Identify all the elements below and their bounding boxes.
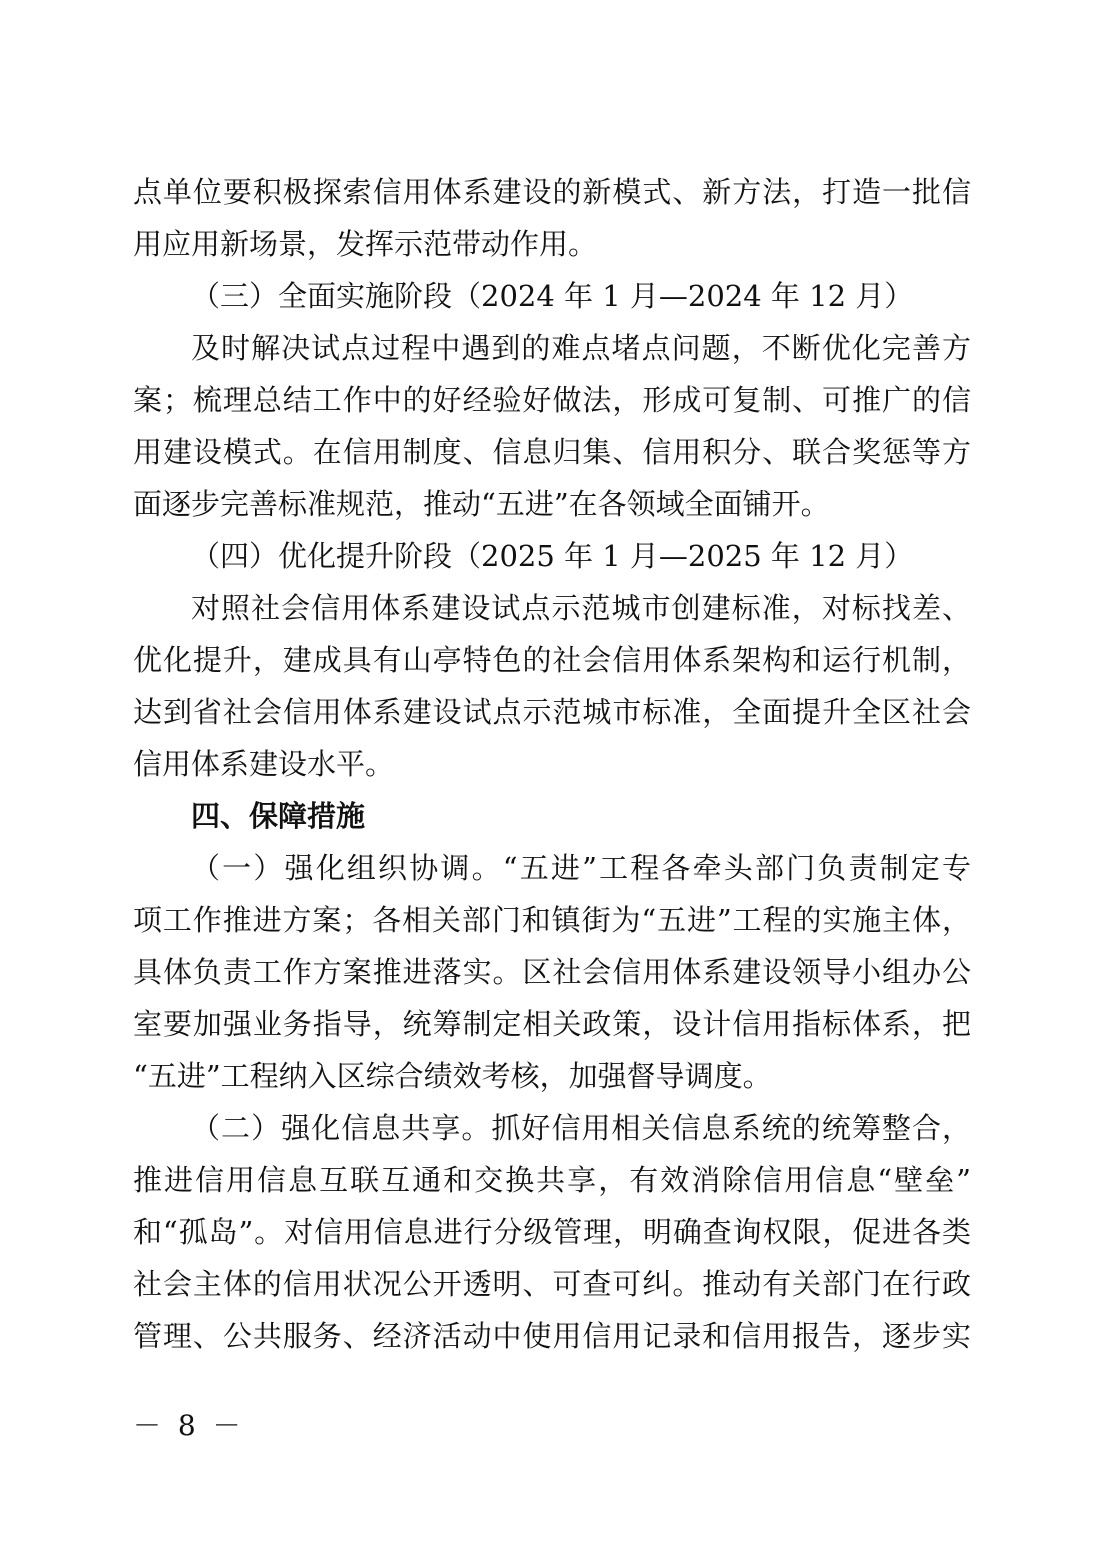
section-heading-phase-3: （三）全面实施阶段（2024 年 1 月—2024 年 12 月） <box>191 279 914 313</box>
paragraph-line: 和“孤岛”。对信用信息进行分级管理，明确查询权限，促进各类 <box>133 1215 971 1249</box>
page-number: － 8 － <box>133 1409 245 1442</box>
paragraph-line: 面逐步完善标准规范，推动“五进”在各领域全面铺开。 <box>133 487 830 521</box>
paragraph-line: 室要加强业务指导，统筹制定相关政策，设计信用指标体系，把 <box>133 1007 971 1041</box>
paragraph-line: 优化提升，建成具有山亭特色的社会信用体系架构和运行机制， <box>133 643 971 677</box>
paragraph-line: 案；梳理总结工作中的好经验好做法，形成可复制、可推广的信 <box>133 383 971 417</box>
paragraph-line: 具体负责工作方案推进落实。区社会信用体系建设领导小组办公 <box>133 955 971 989</box>
document-body <box>133 166 971 1362</box>
paragraph-line: （二）强化信息共享。抓好信用相关信息系统的统筹整合， <box>191 1111 971 1145</box>
paragraph-line: 社会主体的信用状况公开透明、可查可纠。推动有关部门在行政 <box>133 1267 971 1301</box>
paragraph-line: 推进信用信息互联互通和交换共享，有效消除信用信息“壁垒” <box>133 1163 971 1197</box>
paragraph-line: 点单位要积极探索信用体系建设的新模式、新方法，打造一批信 <box>133 175 971 209</box>
paragraph-line: 信用体系建设水平。 <box>133 747 395 781</box>
paragraph-line: 达到省社会信用体系建设试点示范城市标准，全面提升全区社会 <box>133 695 971 729</box>
paragraph-line: 项工作推进方案；各相关部门和镇街为“五进”工程的实施主体， <box>133 903 971 937</box>
section-heading-phase-4: （四）优化提升阶段（2025 年 1 月—2025 年 12 月） <box>191 539 914 573</box>
paragraph-line: “五进”工程纳入区综合绩效考核，加强督导调度。 <box>133 1059 772 1093</box>
paragraph-line: 管理、公共服务、经济活动中使用信用记录和信用报告，逐步实 <box>133 1319 971 1353</box>
paragraph-line: （一）强化组织协调。“五进”工程各牵头部门负责制定专 <box>191 851 971 885</box>
paragraph-line: 及时解决试点过程中遇到的难点堵点问题，不断优化完善方 <box>191 331 971 365</box>
paragraph-line: 用应用新场景，发挥示范带动作用。 <box>133 227 598 261</box>
paragraph-line: 用建设模式。在信用制度、信息归集、信用积分、联合奖惩等方 <box>133 435 971 469</box>
section-heading-safeguards: 四、保障措施 <box>191 799 366 833</box>
paragraph-line: 对照社会信用体系建设试点示范城市创建标准，对标找差、 <box>191 591 971 625</box>
